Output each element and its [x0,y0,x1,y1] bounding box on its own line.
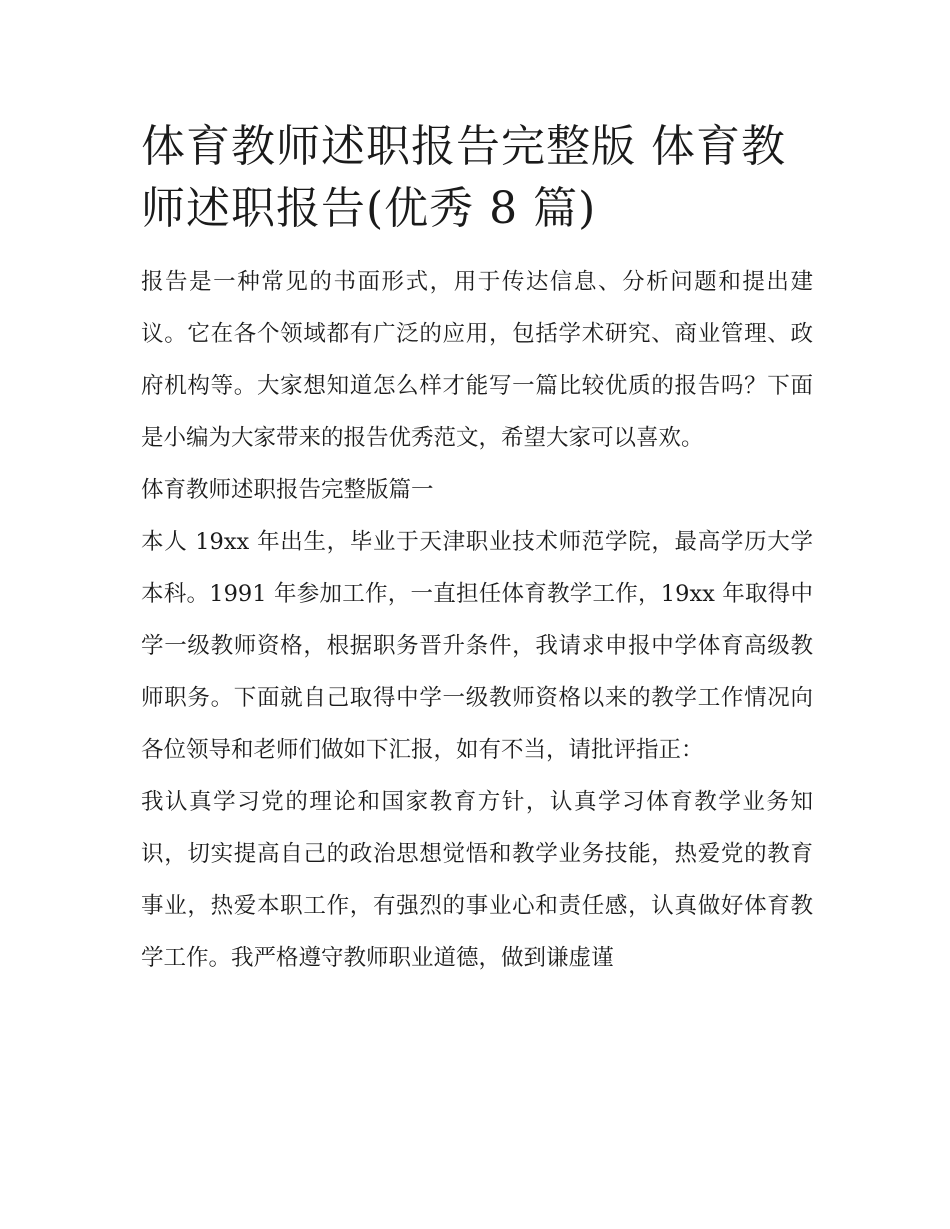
document-content [141,116,813,984]
body-paragraph-1: 本人 19xx 年出生，毕业于天津职业技术师范学院，最高学历大学本科。1991 年参加工作，一直担任体育教学工作，19xx 年取得中学一级教师资格，根据职务晋升条件，我请求申报中学体育高级教师职务。下面就自己取得中学一级教师资格以来的教学工作情况向各位领导和老师们做如下汇报，如有不当，请批评指正： [141,529,813,763]
body-paragraph-2: 我认真学习党的理论和国家教育方针，认真学习体育教学业务知识，切实提高自己的政治思想觉悟和教学业务技能，热爱党的教育事业，热爱本职工作，有强烈的事业心和责任感，认真做好体育教学工作。我严格遵守教师职业道德，做到谦虚谨 [141,789,813,971]
section-heading: 体育教师述职报告完整版篇一 [141,477,434,503]
intro-paragraph: 报告是一种常见的书面形式，用于传达信息、分析问题和提出建议。它在各个领域都有广泛的应用，包括学术研究、商业管理、政府机构等。大家想知道怎么样才能写一篇比较优质的报告吗？下面是小编为大家带来的报告优秀范文，希望大家可以喜欢。 [141,269,813,451]
document-title: 体育教师述职报告完整版 体育教师述职报告(优秀 8 篇) [141,121,786,234]
